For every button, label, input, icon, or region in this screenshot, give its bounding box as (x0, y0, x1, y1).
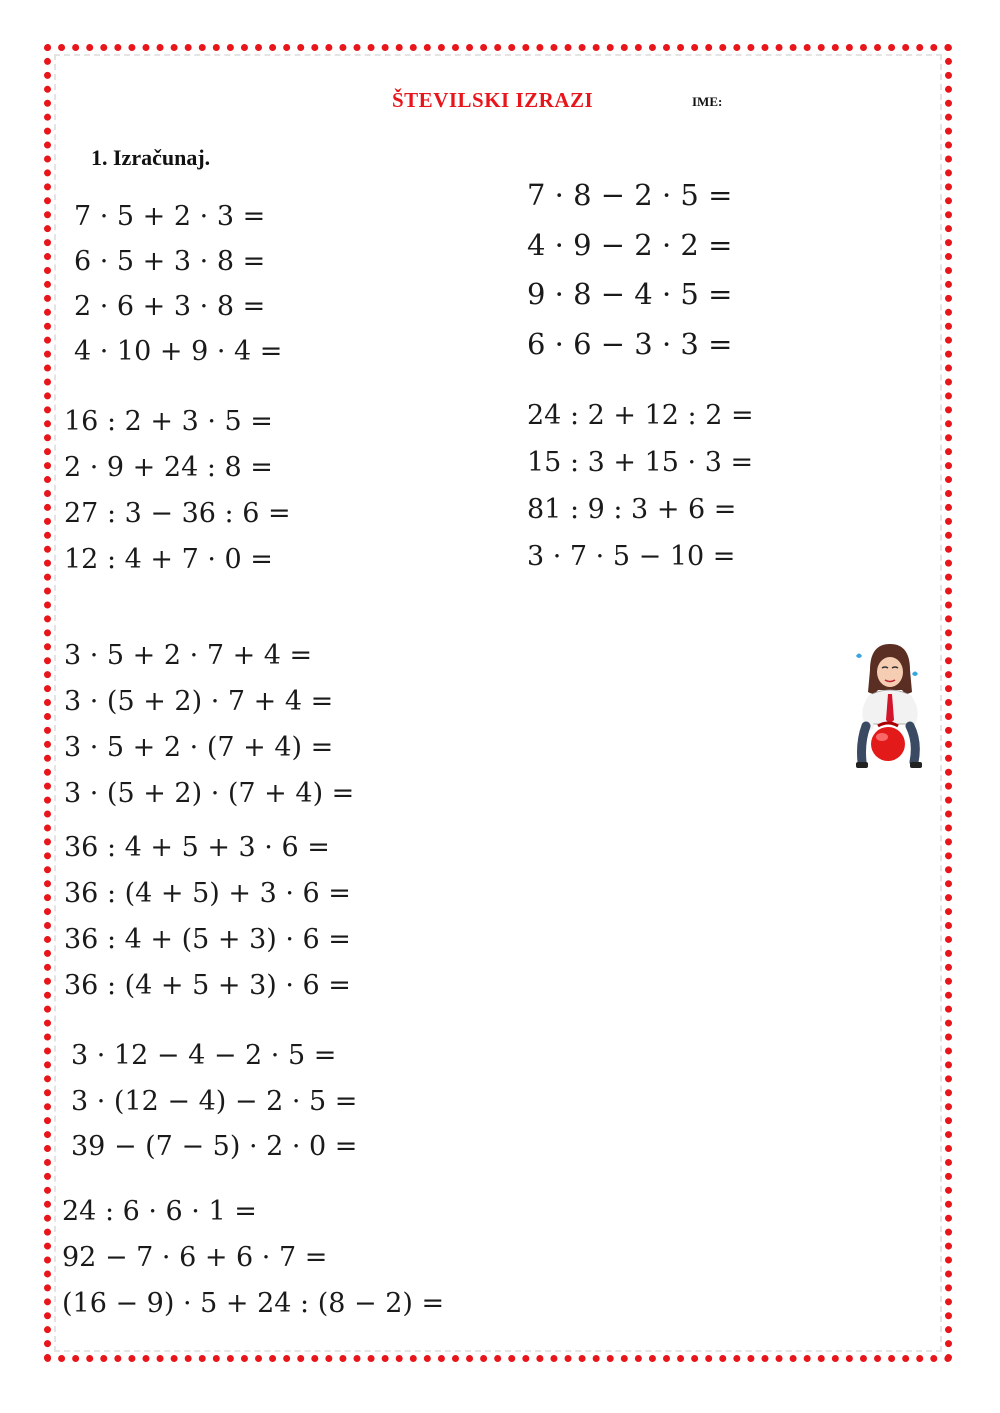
expression: 3 · 5 + 2 · (7 + 4) = (64, 732, 334, 763)
expression: 3 · 5 + 2 · 7 + 4 = (64, 640, 313, 671)
expression: 3 · 7 · 5 − 10 = (527, 541, 736, 572)
expression: 4 · 10 + 9 · 4 = (74, 336, 283, 367)
expression: 36 : 4 + (5 + 3) · 6 = (64, 924, 351, 955)
name-label: IME: (692, 94, 723, 109)
expression: 39 − (7 − 5) · 2 · 0 = (71, 1131, 358, 1162)
expression: 3 · 12 − 4 − 2 · 5 = (71, 1040, 337, 1071)
girl-bouncing-ball-icon (848, 640, 928, 775)
page-title-text: ŠTEVILSKI IZRAZI (392, 88, 594, 112)
expression: 12 : 4 + 7 · 0 = (64, 544, 273, 575)
expression: 36 : 4 + 5 + 3 · 6 = (64, 832, 330, 863)
expression: 36 : (4 + 5 + 3) · 6 = (64, 970, 351, 1001)
expression: 9 · 8 − 4 · 5 = (527, 277, 733, 311)
expression: 24 : 2 + 12 : 2 = (527, 400, 754, 431)
task-heading: 1. Izračunaj. (91, 145, 211, 170)
expression: 36 : (4 + 5) + 3 · 6 = (64, 878, 351, 909)
expression: 6 · 5 + 3 · 8 = (74, 246, 266, 277)
expression: 2 · 9 + 24 : 8 = (64, 452, 273, 483)
expression: 6 · 6 − 3 · 3 = (527, 327, 733, 361)
expression: 3 · (5 + 2) · 7 + 4 = (64, 686, 334, 717)
expression: 92 − 7 · 6 + 6 · 7 = (62, 1242, 328, 1273)
expression: 16 : 2 + 3 · 5 = (64, 406, 273, 437)
expression: 24 : 6 · 6 · 1 = (62, 1196, 257, 1227)
expression: 27 : 3 − 36 : 6 = (64, 498, 291, 529)
expression: 4 · 9 − 2 · 2 = (527, 228, 733, 262)
expression: 3 · (12 − 4) − 2 · 5 = (71, 1086, 358, 1117)
expression: 3 · (5 + 2) · (7 + 4) = (64, 778, 355, 809)
expression: 2 · 6 + 3 · 8 = (74, 291, 266, 322)
expression: 15 : 3 + 15 · 3 = (527, 447, 754, 478)
expression: 7 · 5 + 2 · 3 = (74, 201, 266, 232)
expression: (16 − 9) · 5 + 24 : (8 − 2) = (62, 1288, 445, 1319)
expression: 81 : 9 : 3 + 6 = (527, 494, 737, 525)
expression: 7 · 8 − 2 · 5 = (527, 178, 733, 212)
